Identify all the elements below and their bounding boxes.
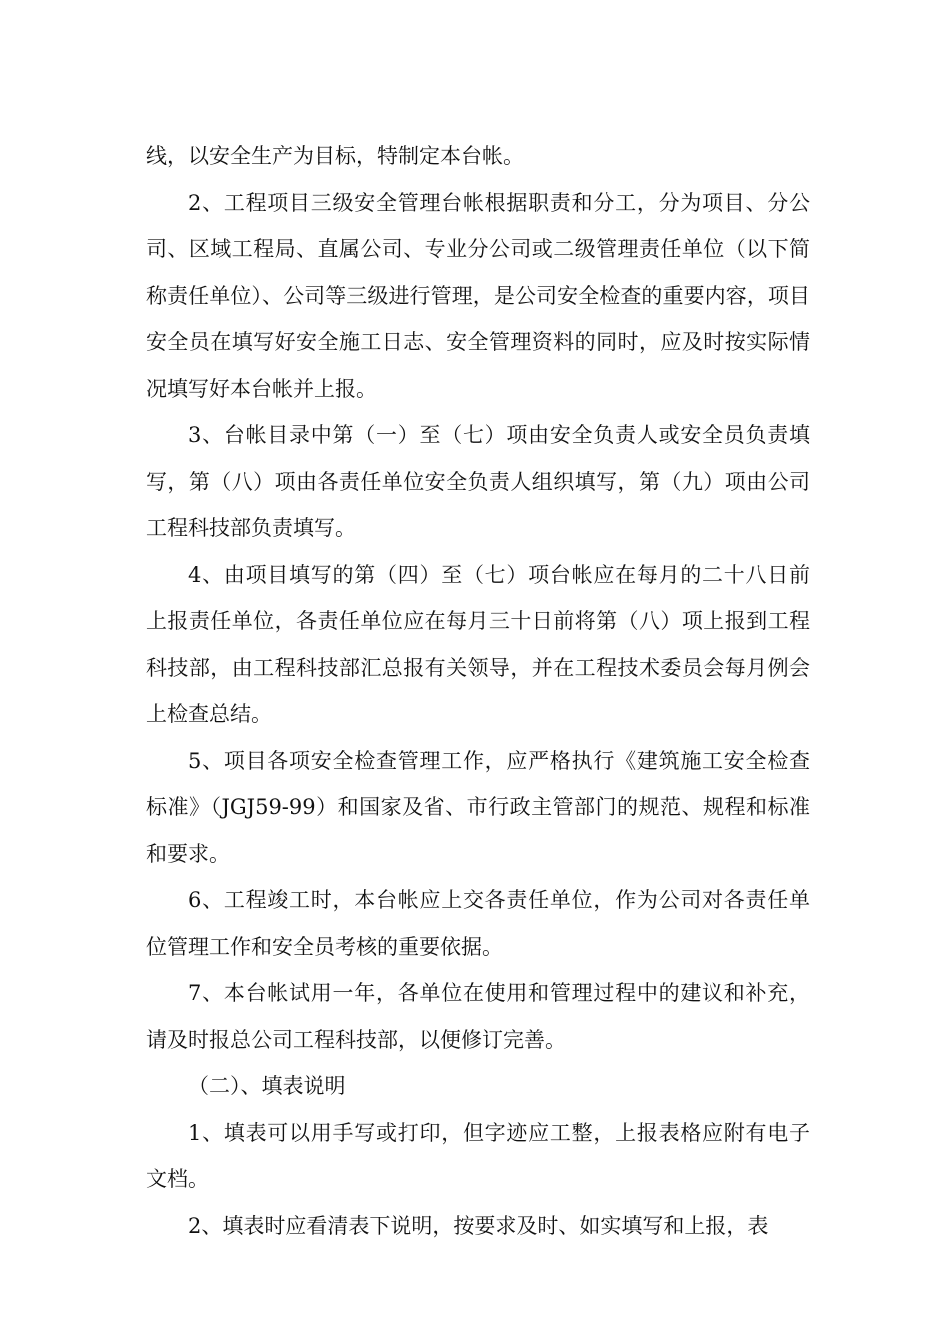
paragraph-item-6: 6、工程竣工时，本台帐应上交各责任单位，作为公司对各责任单位管理工作和安全员考核的重要依据。	[146, 888, 810, 959]
document-body	[146, 133, 810, 1249]
paragraph-continuation: 线，以安全生产为目标，特制定本台帐。	[146, 144, 524, 168]
paragraph-item-2: 2、工程项目三级安全管理台帐根据职责和分工，分为项目、分公司、区域工程局、直属公司、专业分公司或二级管理责任单位（以下简称责任单位）、公司等三级进行管理，是公司安全检查的重要内容，项目安全员在填写好安全施工日志、安全管理资料的同时，应及时按实际情况填写好本台帐并上报。	[146, 190, 810, 401]
paragraph-item-7: 7、本台帐试用一年，各单位在使用和管理过程中的建议和补充，请及时报总公司工程科技部，以便修订完善。	[146, 981, 810, 1052]
instruction-item-1: 1、填表可以用手写或打印，但字迹应工整，上报表格应附有电子文档。	[146, 1120, 810, 1191]
paragraph-item-4: 4、由项目填写的第（四）至（七）项台帐应在每月的二十八日前上报责任单位，各责任单位应在每月三十日前将第（八）项上报到工程科技部，由工程科技部汇总报有关领导，并在工程技术委员会每月例会上检查总结。	[146, 562, 810, 726]
paragraph-item-3: 3、台帐目录中第（一）至（七）项由安全负责人或安全员负责填写，第（八）项由各责任单位安全负责人组织填写，第（九）项由公司工程科技部负责填写。	[146, 423, 810, 540]
section-heading-form-instructions: （二）、填表说明	[188, 1074, 346, 1098]
instruction-item-2: 2、填表时应看清表下说明，按要求及时、如实填写和上报，表	[188, 1213, 769, 1238]
paragraph-item-5: 5、项目各项安全检查管理工作，应严格执行《建筑施工安全检查标准》（JGJ59-99）和国家及省、市行政主管部门的规范、规程和标准和要求。	[146, 748, 810, 866]
